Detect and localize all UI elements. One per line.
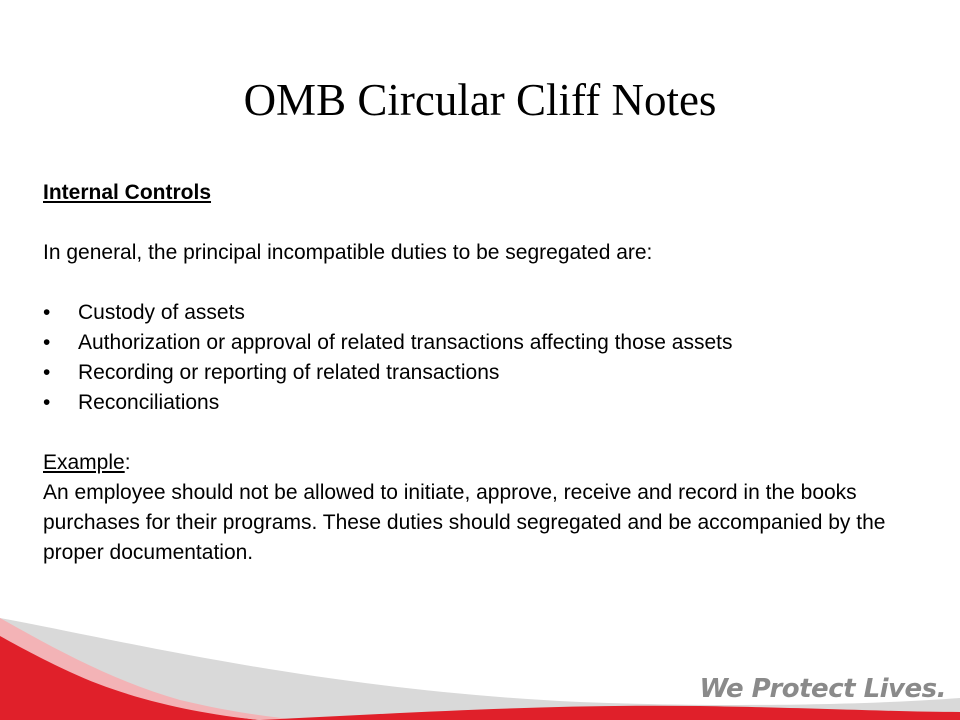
list-item-text: Recording or reporting of related transactions	[78, 361, 500, 384]
bullet-icon: •	[43, 331, 51, 354]
example-label: Example	[43, 451, 125, 474]
slide-title: OMB Circular Cliff Notes	[243, 75, 717, 125]
intro-text: In general, the principal incompatible duties to be segregated are:	[43, 241, 653, 264]
example-colon: :	[124, 451, 131, 474]
bullet-icon: •	[43, 361, 51, 384]
list-item-text: Authorization or approval of related transactions affecting those assets	[78, 331, 733, 354]
list-item-text: Reconciliations	[78, 391, 220, 414]
example-text: An employee should not be allowed to initiate, approve, receive and record in the books purchases for their programs. These duties should segregated and be accompanied by the proper documentation.	[43, 481, 886, 564]
list-item-text: Custody of assets	[78, 301, 245, 324]
tagline-logo: We Protect Lives.	[699, 674, 946, 704]
bullet-icon: •	[43, 391, 51, 414]
section-heading: Internal Controls	[43, 181, 212, 204]
bullet-icon: •	[43, 301, 51, 324]
